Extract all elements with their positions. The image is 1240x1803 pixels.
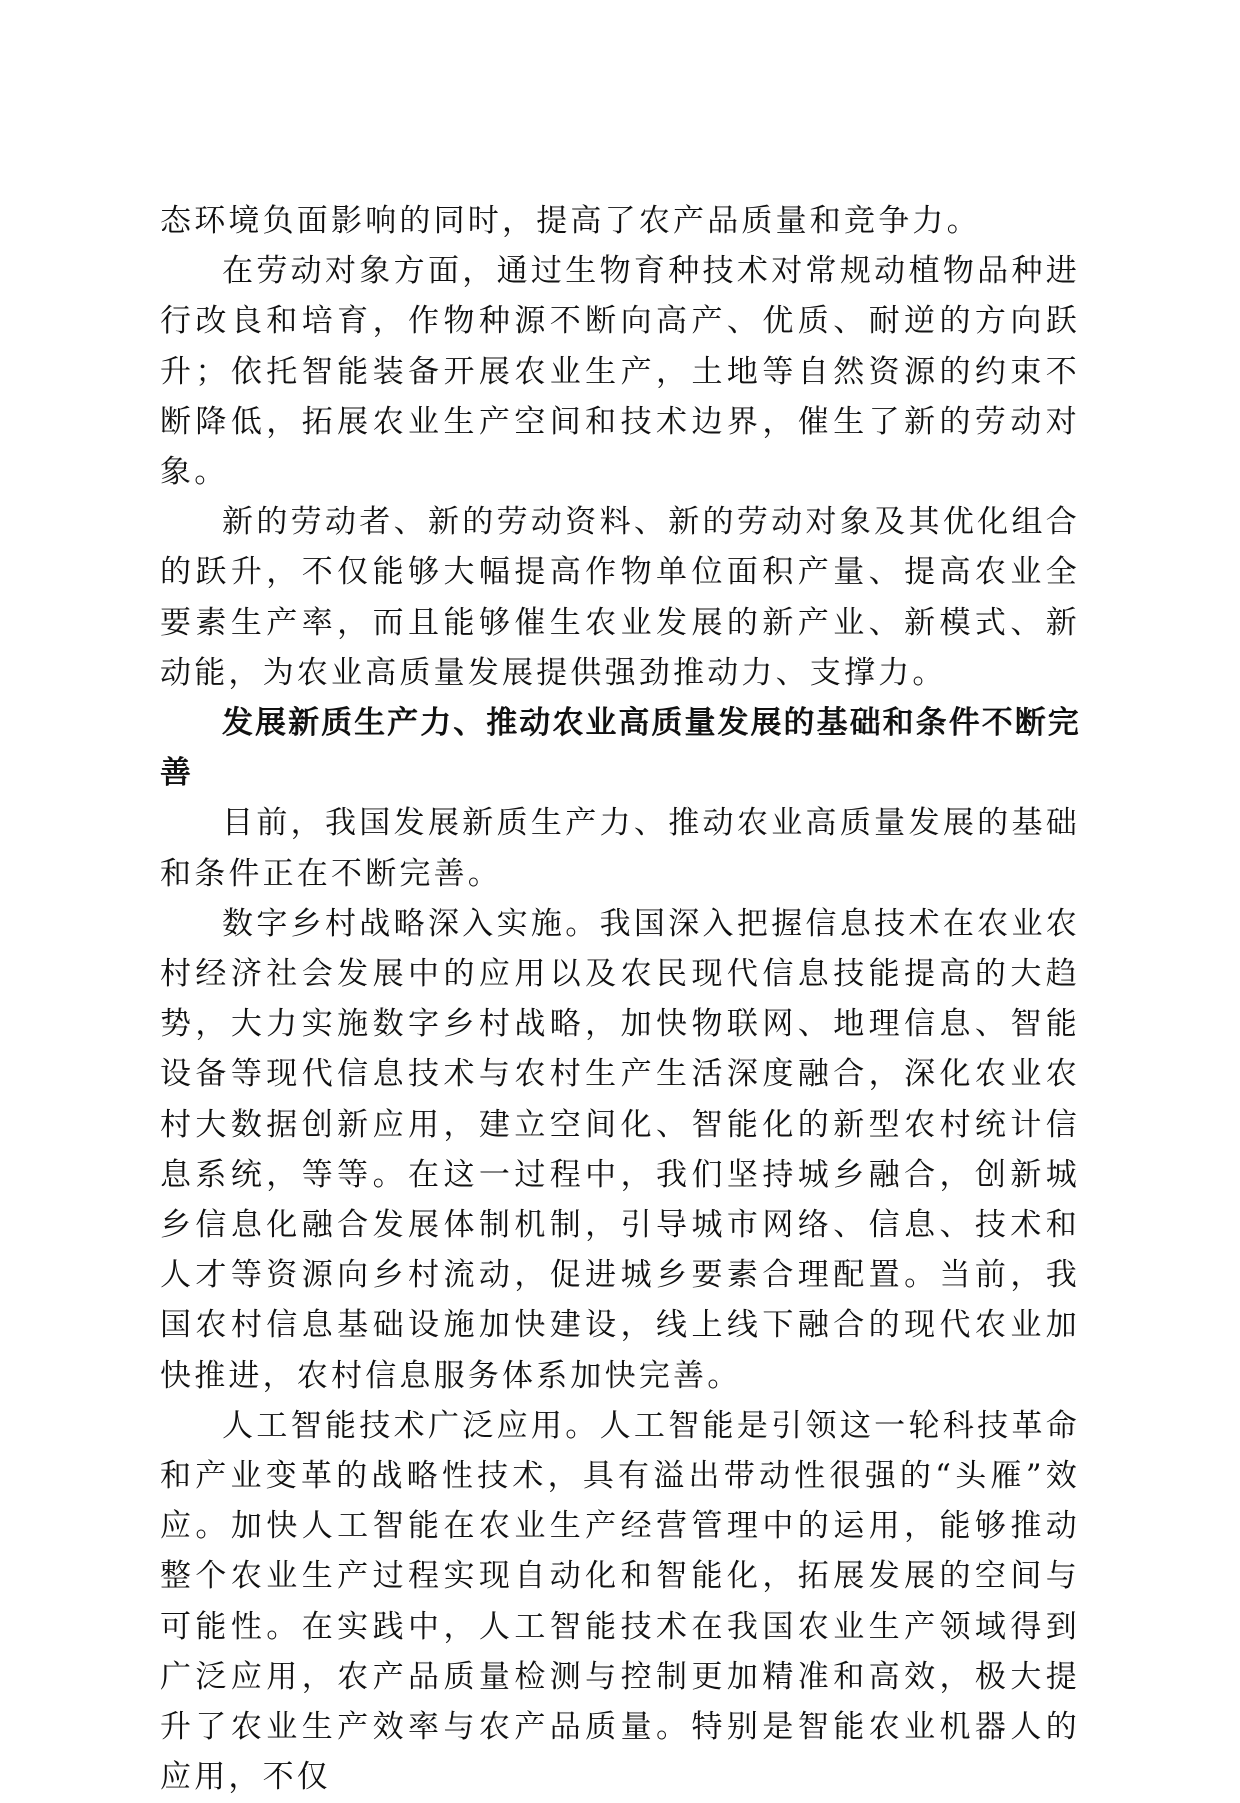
paragraph-labor-objects: 在劳动对象方面，通过生物育种技术对常规动植物品种进行改良和培育，作物种源不断向高产、优质、耐逆的方向跃升；依托智能装备开展农业生产，土地等自然资源的约束不断降低，拓展农业生产空间和技术边界，催生了新的劳动对象。 bbox=[160, 253, 1080, 491]
section-heading: 发展新质生产力、推动农业高质量发展的基础和条件不断完善 bbox=[160, 705, 1080, 792]
document-page bbox=[160, 196, 1080, 1803]
paragraph-new-productivity: 新的劳动者、新的劳动资料、新的劳动对象及其优化组合的跃升，不仅能够大幅提高作物单位面积产量、提高农业全要素生产率，而且能够催生农业发展的新产业、新模式、新动能，为农业高质量发展提供强劲推动力、支撑力。 bbox=[160, 504, 1080, 691]
paragraph-foundation: 目前，我国发展新质生产力、推动农业高质量发展的基础和条件正在不断完善。 bbox=[160, 805, 1080, 892]
paragraph-digital-village: 数字乡村战略深入实施。我国深入把握信息技术在农业农村经济社会发展中的应用以及农民现代信息技能提高的大趋势，大力实施数字乡村战略，加快物联网、地理信息、智能设备等现代信息技术与农村生产生活深度融合，深化农业农村大数据创新应用，建立空间化、智能化的新型农村统计信息系统，等等。在这一过程中，我们坚持城乡融合，创新城乡信息化融合发展体制机制，引导城市网络、信息、技术和人才等资源向乡村流动，促进城乡要素合理配置。当前，我国农村信息基础设施加快建设，线上线下融合的现代农业加快推进，农村信息服务体系加快完善。 bbox=[160, 905, 1080, 1394]
paragraph-continuation: 态环境负面影响的同时，提高了农产品质量和竞争力。 bbox=[160, 203, 981, 239]
paragraph-ai-application: 人工智能技术广泛应用。人工智能是引领这一轮科技革命和产业变革的战略性技术，具有溢出带动性很强的“头雁”效应。加快人工智能在农业生产经营管理中的运用，能够推动整个农业生产过程实现自动化和智能化，拓展发展的空间与可能性。在实践中，人工智能技术在我国农业生产领域得到广泛应用，农产品质量检测与控制更加精准和高效，极大提升了农业生产效率与农产品质量。特别是智能农业机器人的应用，不仅 bbox=[160, 1407, 1080, 1796]
